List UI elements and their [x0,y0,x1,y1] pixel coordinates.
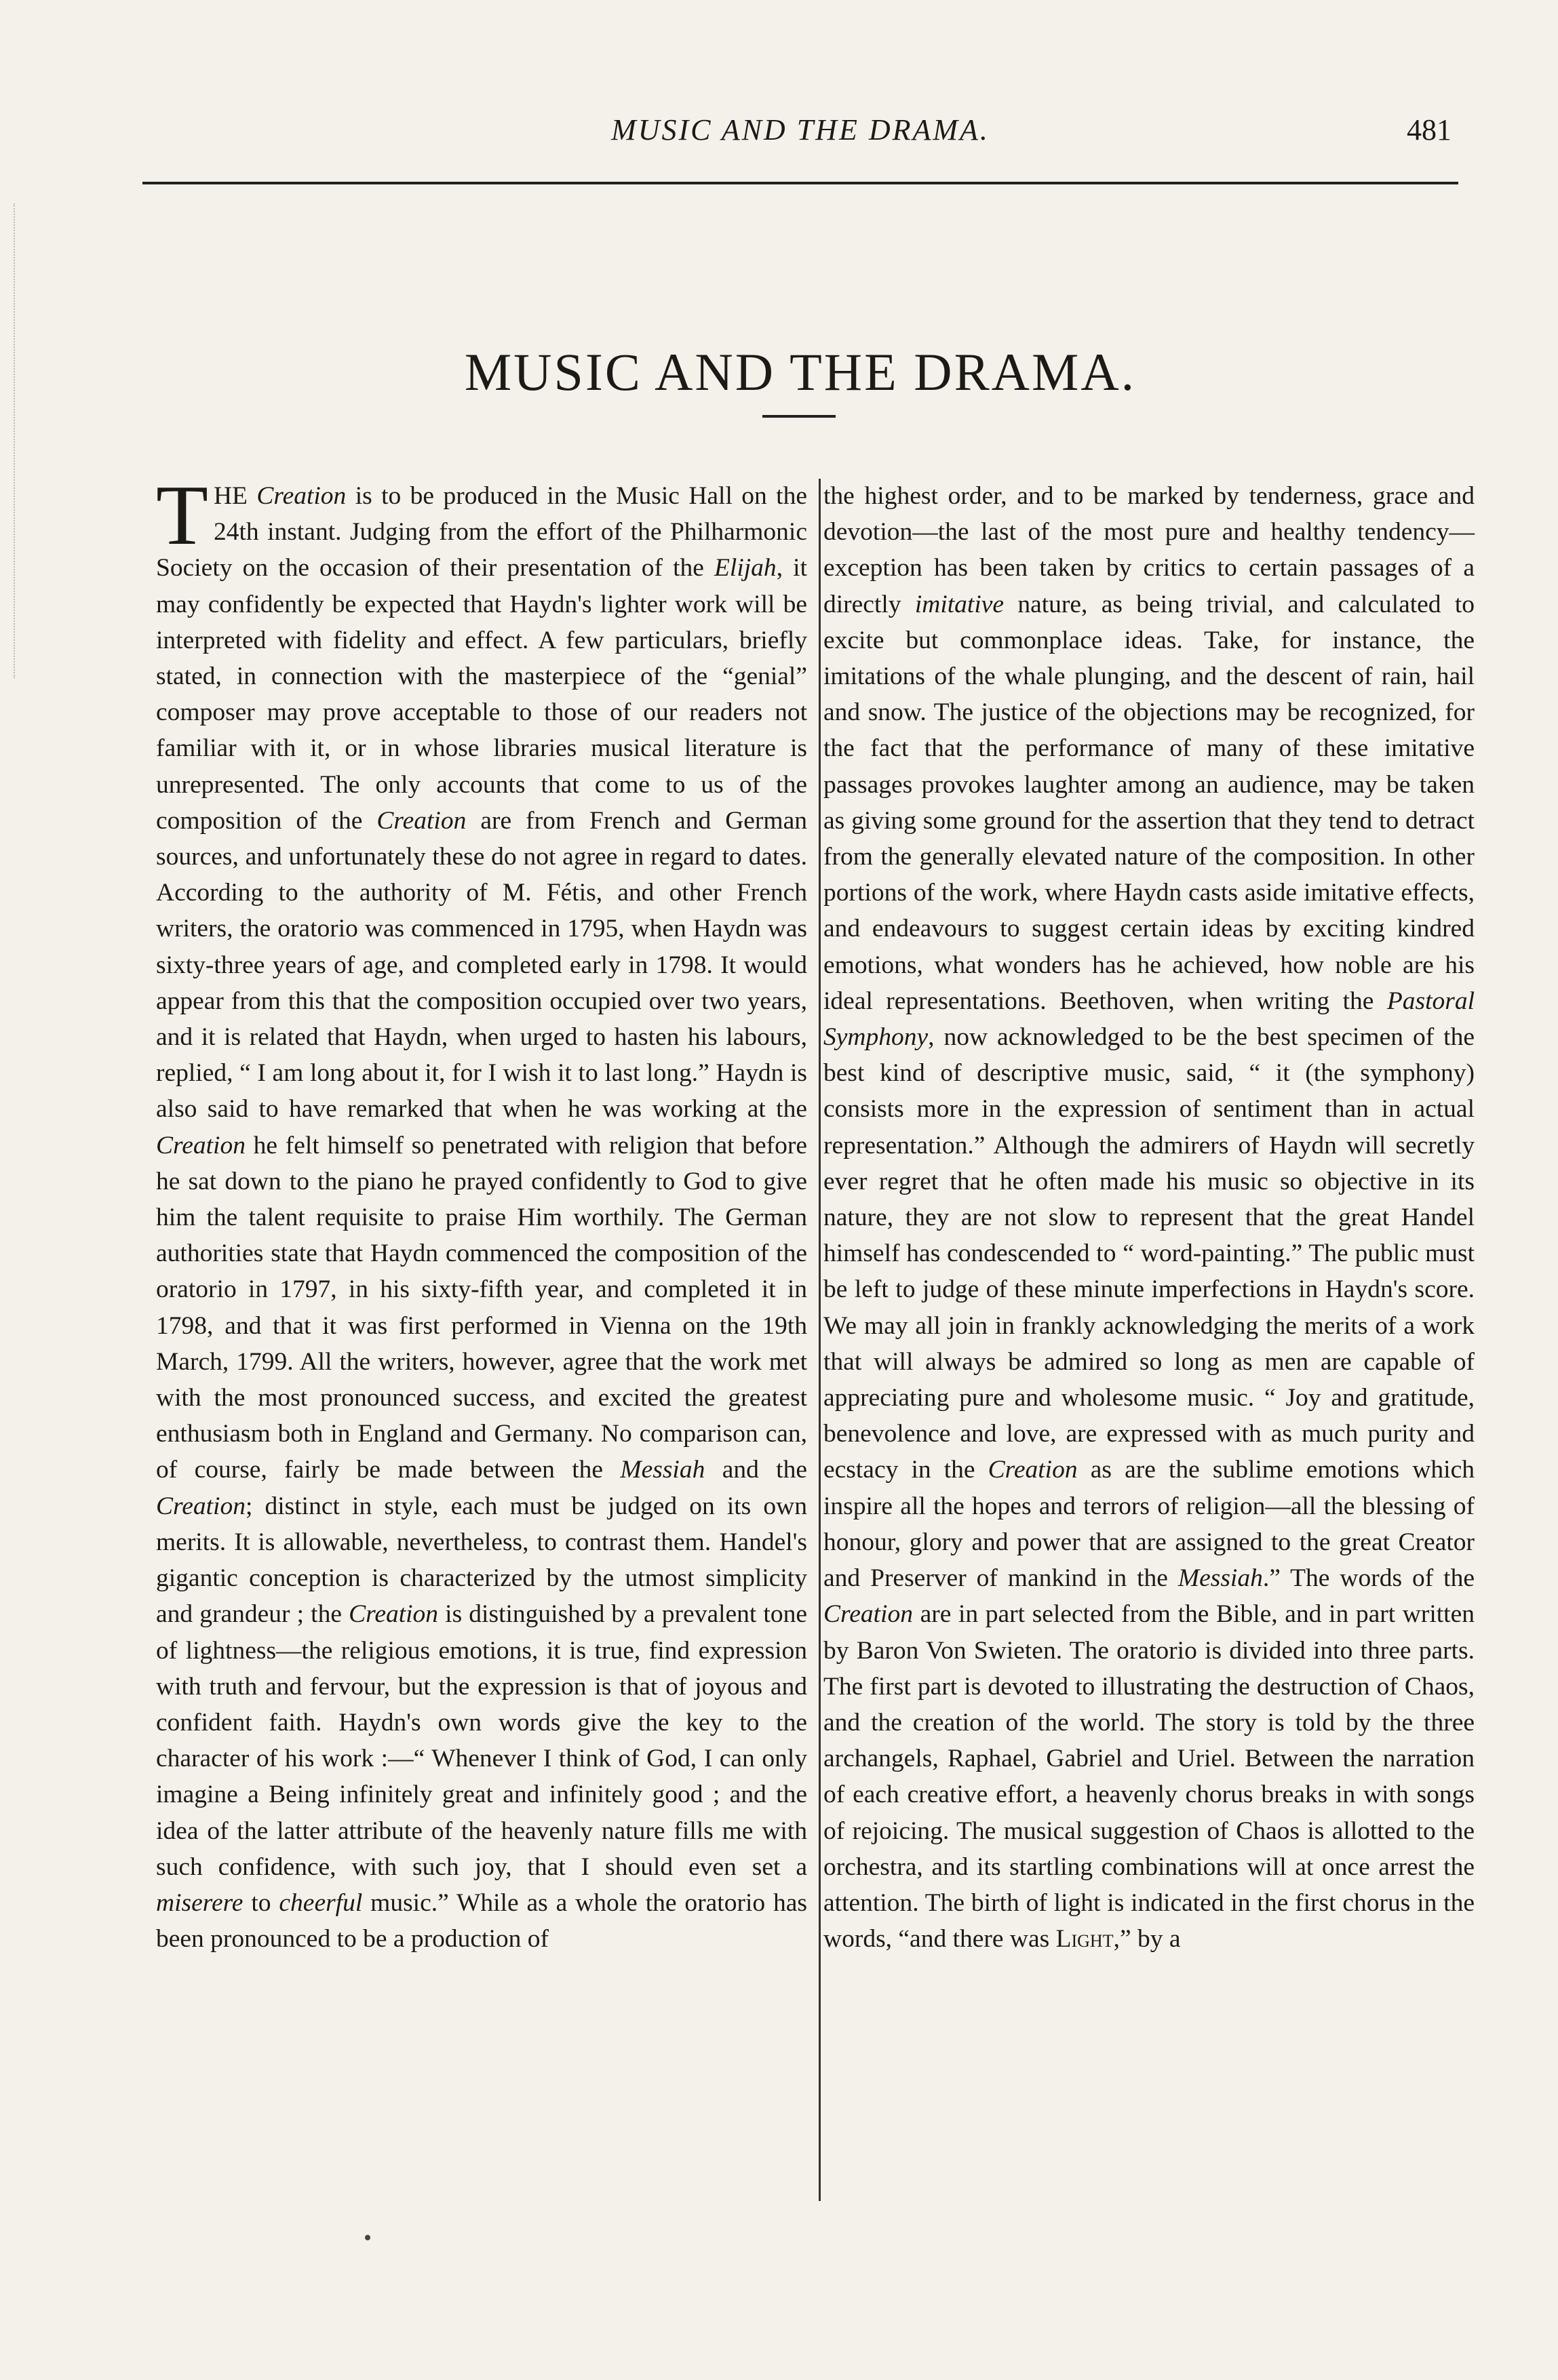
left-column-text: , it may confidently be expected that Haydn's lighter work will be interpreted with fidelity and effect. A few particulars, briefly stated, in connection with the masterpiece of the “genial” composer may prove acceptable to those of our readers not familiar with it, or in whose libraries musical literature is unrepresented. The only accounts that come to us of the composition of the [156,554,807,835]
right-column-text: imitative [914,590,1005,618]
right-column-text: Light [1055,1925,1114,1953]
right-column-text: Messiah [1177,1564,1263,1593]
left-column-text: to [243,1888,279,1917]
running-head [142,113,1458,160]
right-column-text: Creation [823,1600,913,1629]
left-column-text: is to be produced in the Music Hall on the 24th instant. Judging from the effort of the Philharmonic Society on the occasion of their presentation of the [156,482,807,582]
left-column-text: Messiah [620,1456,705,1484]
left-column-text: ; distinct in style, each must be judged on its own merits. It is allowable, nevertheless, to contrast them. Handel's gigantic conception is characterized by the utmost simplicity and grandeur ; the [156,1492,807,1629]
left-column-text: Creation [156,1492,246,1520]
right-column-text: Creation [988,1456,1078,1484]
left-column [156,469,808,2214]
column-rule [819,479,821,2201]
left-column-text: HE [213,482,257,510]
left-column-text: Creation [376,806,467,835]
left-column-text: cheerful [279,1888,363,1917]
left-column-text: Creation [156,1131,246,1159]
left-column-text: Creation [349,1600,439,1629]
right-column-text: the highest order, and to be marked by tenderness, grace and devotion—the last of the most pure and healthy tendency—exception has been taken by critics to certain passages of a directly [823,482,1475,618]
left-column-text: and the [705,1456,807,1484]
title-rule [762,415,836,418]
right-column-text: as are the sublime emotions which inspire all the hopes and terrors of religion—all the blessing of honour, glory and power that are assigned to the great Creator and Preserver of mankind in the [823,1456,1475,1593]
article-title: MUSIC AND THE DRAMA. [464,342,1137,402]
drop-cap: T [156,469,208,563]
page-number: 481 [1407,113,1452,146]
right-column-text: nature, as being trivial, and calculated to excite but commonplace ideas. Take, for instance, the imitations of the whale plunging, and the descent of rain, hail and snow. The justice of the objections may be recognized, for the fact that the performance of many of these imitative passages provokes laughter among an audience, may be taken as giving some ground for the assertion that they tend to detract from the generally elevated nature of the composition. In other portions of the work, where Haydn casts aside imitative effects, and endeavours to suggest certain ideas by exciting kindred emotions, what wonders has he achieved, how noble are his ideal representations. Beethoven, when writing the [823,590,1475,1015]
left-column-text: is distinguished by a prevalent tone of lightness—the religious emotions, it is true, find expression with truth and fervour, but the expression is that of joyous and confident faith. Haydn's own words give the key to the character of his work :—“ Whenever I think of God, I can only imagine a Being infinitely great and infinitely good ; and the idea of the latter attribute of the heavenly nature fills me with such confidence, with such joy, that I should even set a [156,1600,807,1881]
right-column-text: , now acknowledged to be the best specimen of the best kind of descriptive music, said, “ it (the symphony) consists more in the expression of sentiment than in actual representation.” Although the admirers of Haydn will secretly ever regret that he often made his music so objective in its nature, they are not slow to represent that the great Handel himself has condescended to “ word-painting.” The public must be left to judge of these minute imperfections in Haydn's score. We may all join in frankly acknowledging the merits of a work that will always be admired so long as men are capable of appreciating pure and wholesome music. “ Joy and gratitude, benevolence and love, are expressed with as much purity and ecstacy in the [823,1023,1475,1484]
right-column [823,478,1475,2214]
right-column-text: .” The words of the [1262,1564,1475,1593]
margin-specks [14,203,35,678]
left-column-text: Creation [256,482,347,510]
right-column-text: ,” by a [1113,1925,1181,1953]
left-column-text: miserere [156,1888,244,1917]
right-column-text: Pastoral Symphony [823,987,1475,1052]
left-column-text: are from French and German sources, and unfortunately these do not agree in regard to dates. According to the authority of M. Fétis, and other French writers, the oratorio was commenced in 1795, when Haydn was sixty-three years of age, and completed early in 1798. It would appear from this that the composition occupied over two years, and it is related that Haydn, when urged to hasten his labours, replied, “ I am long about it, for I wish it to last long.” Haydn is also said to have remarked that when he was working at the [156,806,807,1124]
right-column-text: are in part selected from the Bible, and in part written by Baron Von Swieten. The oratorio is divided into three parts. The first part is devoted to illustrating the destruction of Chaos, and the creation of the world. The story is told by the three archangels, Raphael, Gabriel and Uriel. Between the narration of each creative effort, a heavenly chorus breaks in with songs of rejoicing. The musical suggestion of Chaos is allotted to the orchestra, and its startling combinations will at once arrest the attention. The birth of light is indicated in the first chorus in the words, “and there was [823,1600,1475,1953]
left-column-text: he felt himself so penetrated with religion that before he sat down to the piano he prayed confidently to God to give him the talent requisite to praise Him worthily. The German authorities state that Haydn commenced the composition of the oratorio in 1797, in his sixty-fifth year, and completed it in 1798, and that it was first performed in Vienna on the 19th March, 1799. All the writers, however, agree that the work met with the most pronounced success, and excited the greatest enthusiasm both in England and Germany. No comparison can, of course, fairly be made between the [156,1131,807,1484]
header-rule [142,182,1458,184]
running-title: MUSIC AND THE DRAMA. [611,113,990,146]
bottom-speck [365,2235,370,2240]
left-column-text: music.” While as a whole the oratorio has been pronounced to be a production of [156,1888,808,1953]
left-column-text: Elijah [714,554,777,582]
